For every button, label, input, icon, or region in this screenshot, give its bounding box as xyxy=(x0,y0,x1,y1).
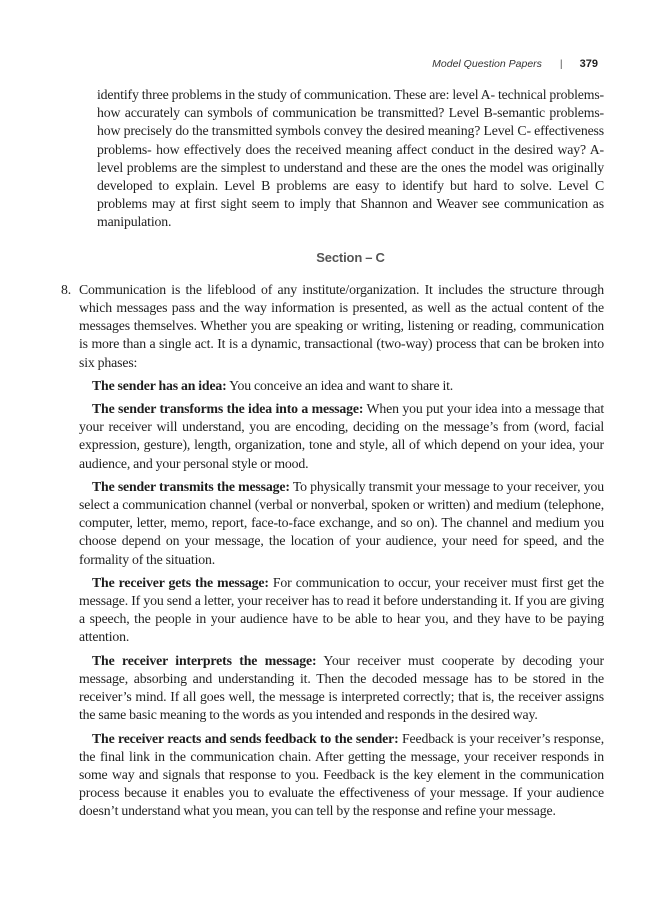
phase-paragraph-4 xyxy=(79,574,604,647)
phase-text: To physically transmit your message to your receiver, you select a communication channel (verbal or nonverbal, spoken or written) and medium (telephone, computer, letter, memo, report, face-to-face exchange, and so on). The channel and medium you choose depend on your message, the location of your audience, your need for speed, and the formality of the situation. xyxy=(79,478,604,567)
phase-paragraph-3 xyxy=(79,478,604,569)
phase-paragraph-1 xyxy=(79,377,604,395)
book-title: Model Question Papers xyxy=(432,58,542,70)
phase-text: Feedback is your receiver’s response, the final link in the communication chain. After getting the message, your receiver responds in some way and signals that response to you. Feedback is the key element in the communication process because it enables you to evaluate the effectiveness of your message. If your audience doesn’t understand what you mean, you can tell by the response and refine your message. xyxy=(79,730,604,819)
phase-text: For communication to occur, your receiver must first get the message. If you send a letter, your receiver has to read it before understanding it. If you are giving a speech, the people in your audience have to be able to hear you, and they have to be paying attention. xyxy=(79,574,604,645)
body-text xyxy=(61,86,605,826)
phase-paragraph-2 xyxy=(79,400,604,473)
phase-title: The receiver gets the message: xyxy=(92,574,269,590)
phase-title: The receiver interprets the message: xyxy=(92,652,317,668)
phase-text: You conceive an idea and want to share it. xyxy=(226,377,454,393)
question-intro: Communication is the lifeblood of any institute/organization. It includes the structure through which messages pass and the way information is presented, as well as the actual content of the messages themselves. Whether you are speaking or writing, listening or reading, communication is more than a single act. It is a dynamic, transactional (two-way) process that can be broken into six phases: xyxy=(79,281,604,370)
phase-title: The receiver reacts and sends feedback to the sender: xyxy=(92,730,399,746)
phase-title: The sender transmits the message: xyxy=(92,478,290,494)
header-separator: | xyxy=(559,58,563,70)
phase-title: The sender transforms the idea into a message: xyxy=(92,401,364,417)
phase-title: The sender has an idea: xyxy=(92,377,227,393)
section-heading: Section – C xyxy=(316,249,385,265)
continuation-paragraph: identify three problems in the study of communication. These are: level A- technical problems- how accurately can symbols of communication be transmitted? Level B-semantic problems- how precisely do the transmitted symbols convey the desired meaning? Level C- effectiveness problems- how effectively does the received meaning affect conduct in the desired way? A-level problems are the simplest to understand and these are the ones the model was originally developed to explain. Level B problems are easy to identify but hard to solve. Level C problems may at first sight seem to imply that Shannon and Weaver see communication as manipulation. xyxy=(97,87,604,230)
question-8 xyxy=(61,281,605,821)
running-header xyxy=(432,58,598,70)
phase-paragraph-5 xyxy=(79,652,604,725)
question-number: 8. xyxy=(61,281,72,297)
phase-text: When you put your idea into a message that your receiver will understand, you are encoding, deciding on the message’s from (word, facial expression, gesture), length, organization, tone and style, all of which depend on your idea, your audience, and your personal style or mood. xyxy=(79,401,605,471)
phase-text: Your receiver must cooperate by decoding your message, absorbing and understanding it. Then the decoded message has to be stored in the receiver’s mind. If all goes well, the message is interpreted correctly; that is, the receiver assigns the same basic meaning to the words as you intended and responds in the desired way. xyxy=(79,652,604,723)
phase-paragraph-6 xyxy=(79,730,604,821)
page-number: 379 xyxy=(579,58,598,70)
